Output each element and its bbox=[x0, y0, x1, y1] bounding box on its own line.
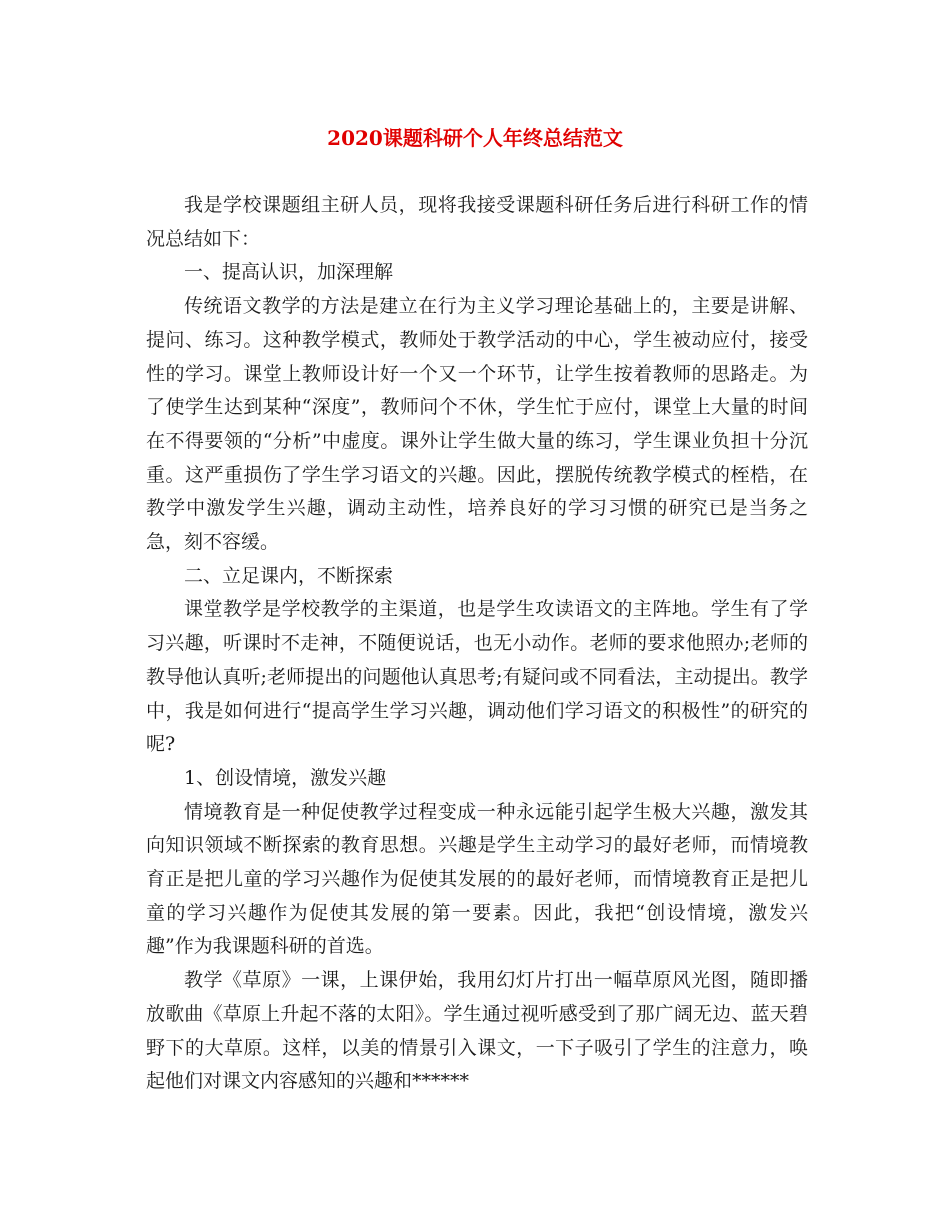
paragraph-section-2: 课堂教学是学校教学的主渠道，也是学生攻读语文的主阵地。学生有了学习兴趣，听课时不走神，不随便说话，也无小动作。老师的要求他照办;老师的教导他认真听;老师提出的问题他认真思考;有疑问或不同看法，主动提出。教学中，我是如何进行“提高学生学习兴趣，调动他们学习语文的积极性”的研究的呢? bbox=[146, 598, 808, 756]
document-title: 2020课题科研个人年终总结范文 bbox=[327, 126, 623, 150]
heading-section-2: 二、立足课内，不断探索 bbox=[184, 564, 394, 587]
heading-subsection-1: 1、创设情境，激发兴趣 bbox=[184, 766, 387, 789]
paragraph-section-1: 传统语文教学的方法是建立在行为主义学习理论基础上的，主要是讲解、提问、练习。这种教学模式，教师处于教学活动的中心，学生被动应付，接受性的学习。课堂上教师设计好一个又一个环节，让学生按着教师的思路走。为了使学生达到某种“深度”，教师问个不休，学生忙于应付，课堂上大量的时间在不得要领的“分析”中虚度。课外让学生做大量的练习，学生课业负担十分沉重。这严重损伤了学生学习语文的兴趣。因此，摆脱传统教学模式的桎梏，在教学中激发学生兴趣，调动主动性，培养良好的学习习惯的研究已是当务之急，刻不容缓。 bbox=[146, 295, 808, 554]
heading-section-1: 一、提高认识，加深理解 bbox=[184, 261, 394, 284]
paragraph-intro: 我是学校课题组主研人员，现将我接受课题科研任务后进行科研工作的情况总结如下： bbox=[146, 194, 808, 250]
paragraph-subsection-1: 情境教育是一种促使教学过程变成一种永远能引起学生极大兴趣，激发其向知识领域不断探索的教育思想。兴趣是学生主动学习的最好老师，而情境教育正是把儿童的学习兴趣作为促使其发展的的最好老师，而情境教育正是把儿童的学习兴趣作为促使其发展的第一要素。因此，我把“创设情境，激发兴趣”作为我课题科研的首选。 bbox=[146, 800, 808, 958]
document-body bbox=[146, 189, 808, 1099]
paragraph-example: 教学《草原》一课，上课伊始，我用幻灯片打出一幅草原风光图，随即播放歌曲《草原上升起不落的太阳》。学生通过视听感受到了那广阔无边、蓝天碧野下的大草原。这样，以美的情景引入课文，一下子吸引了学生的注意力，唤起他们对课文内容感知的兴趣和****** bbox=[146, 969, 808, 1093]
